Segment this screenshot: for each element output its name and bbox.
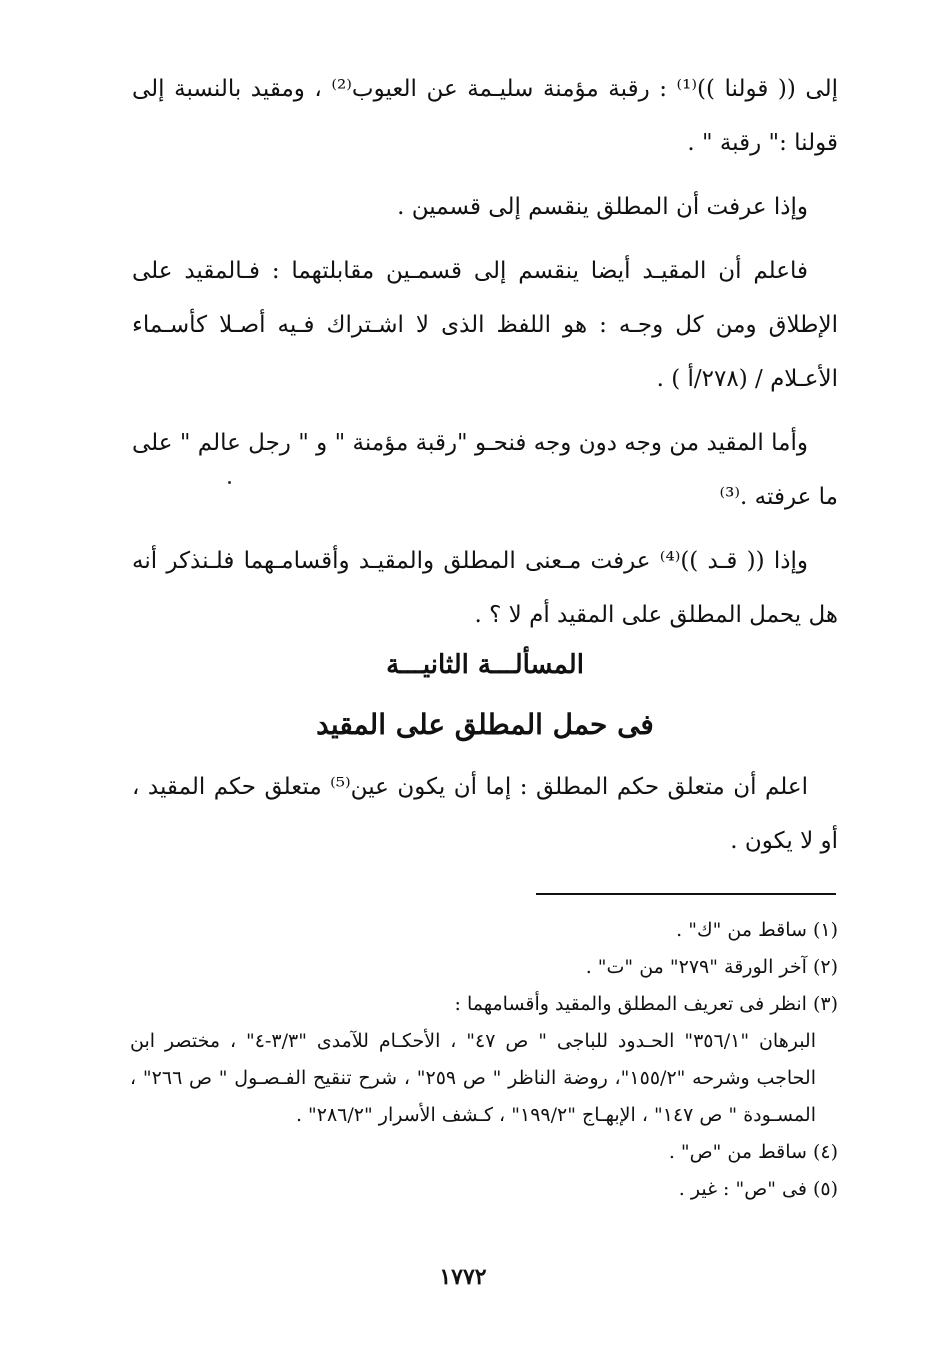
paragraph-2: وإذا عرفت أن المطلق ينقسم إلى قسمين . [397, 194, 808, 220]
section-title: المسألـــة الثانيـــة [386, 650, 584, 680]
footnote-4: (٤) ساقط من "ص" . [668, 1141, 838, 1163]
section-text [132, 760, 838, 868]
footnote-5: (٥) فى "ص" : غير . [678, 1178, 838, 1200]
footnote-separator [536, 893, 836, 895]
paragraph-6: اعلم أن متعلق حكم المطلق : إما أن يكون عين⁽⁵⁾ متعلق حكم المقيد ، أو لا يكون . [132, 774, 838, 854]
main-text [132, 62, 838, 652]
footnote-3-head: (٣) انظر فى تعريف المطلق والمقيد وأقسامهما : [454, 993, 838, 1015]
paragraph-1: إلى (( قولنا ))⁽¹⁾ : رقبة مؤمنة سليـمة عن العيوب⁽²⁾ ، ومقيد بالنسبة إلى قولنا :" رقبة " . [132, 76, 838, 156]
page-number: ١٧٧٢ [439, 1264, 487, 1290]
paragraph-3: فاعلم أن المقيـد أيضا ينقسم إلى قسمـين مقابلتهما : فـالمقيد على الإطلاق ومن كل وجـه : هو اللفظ الذى لا اشـتراك فـيه أصـلا كأسـماء الأعـلام / (٢٧٨/أ ) . [132, 258, 838, 392]
footnotes [130, 912, 838, 1208]
footnote-1: (١) ساقط من "ك" . [676, 919, 838, 941]
paragraph-5: وإذا (( قـد ))⁽⁴⁾ عرفت مـعنى المطلق والمقيـد وأقسامـهما فلـنذكر أنه هل يحمل المطلق على المقيد أم لا ؟ . [132, 548, 838, 628]
paragraph-4: وأما المقيد من وجه دون وجه فنحـو "رقبة مؤمنة " و " رجل عالم " على ما عرفته .⁽³⁾ [132, 430, 838, 510]
footnote-2: (٢) آخر الورقة "٢٧٩" من "ت" . [585, 956, 838, 978]
section-subtitle: فى حمل المطلق على المقيد [316, 708, 654, 741]
ink-speck [228, 481, 231, 484]
footnote-3-body: البرهان "٣٥٦/١" الحـدود للباجى " ص ٤٧" ، الأحكـام للآمدى "٣/٣-٤" ، مختصر ابن الحاجب وشرحه "١٥٥/٢"، روضة الناظر " ص ٢٥٩" ، شرح تنقيح الفـصـول " ص ٢٦٦" ، المسـودة " ص ١٤٧" ، الإبهـاج "١٩٩/٢" ، كـشف الأسرار "٢٨٦/٢" . [130, 1030, 816, 1126]
